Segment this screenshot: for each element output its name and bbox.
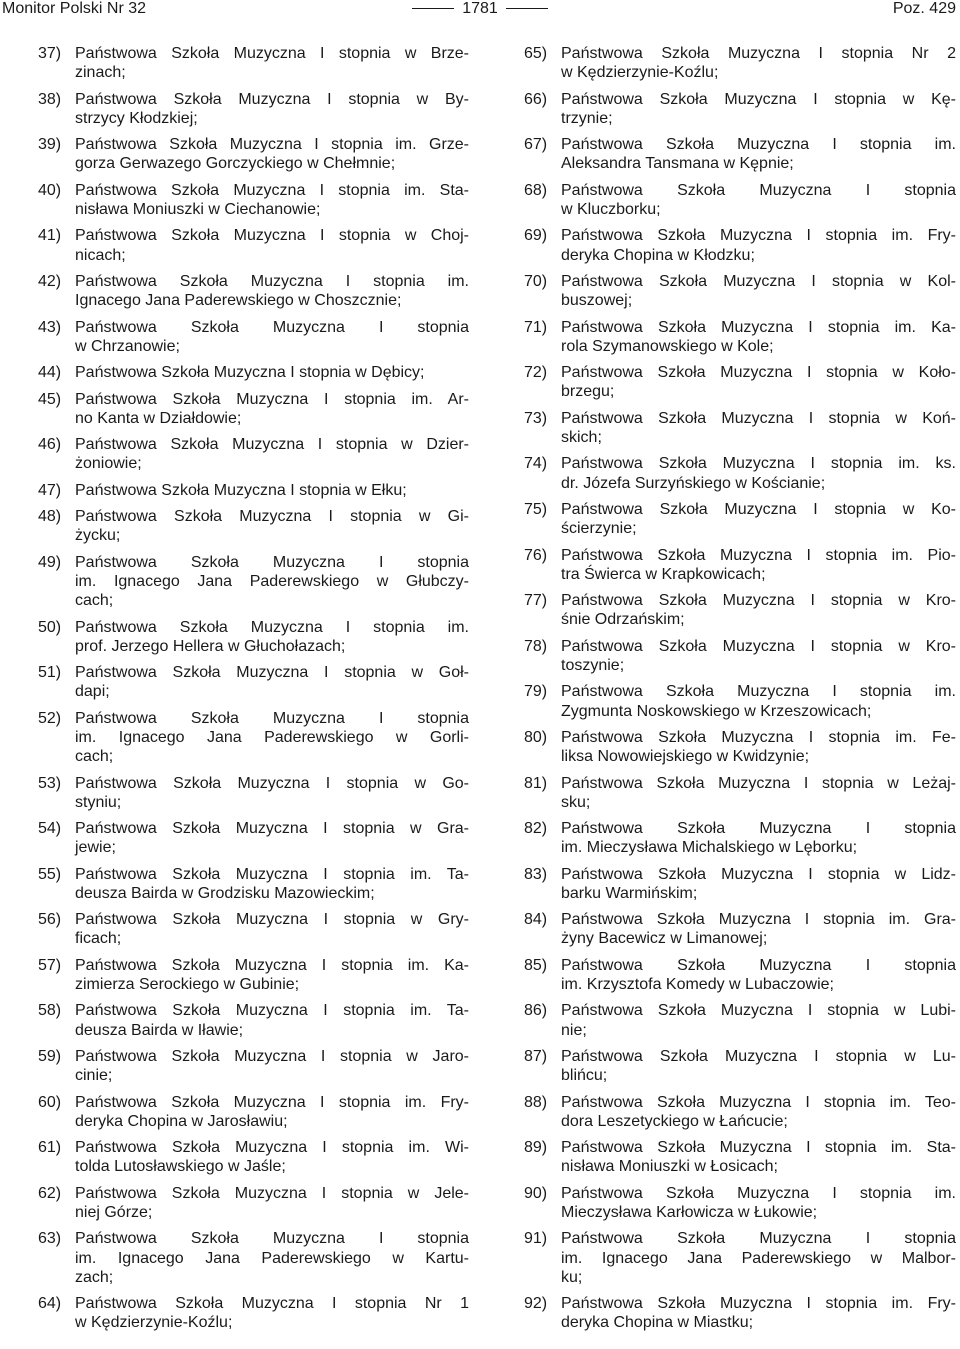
list-item-line: Państwowa Szkoła Muzyczna I stopnia im.	[561, 136, 956, 154]
list-item-line: Państwowa Szkoła Muzyczna I stopnia w Gra-	[75, 820, 469, 838]
list-item-text	[561, 1294, 956, 1332]
list-item	[524, 728, 956, 766]
list-item-text	[561, 1138, 956, 1176]
list-item-line: Państwowa Szkoła Muzyczna I stopnia w Go-	[75, 774, 469, 792]
list-item	[38, 272, 469, 310]
list-item-line: Państwowa Szkoła Muzyczna I stopnia w Jaro-	[75, 1048, 469, 1066]
list-item-line: Państwowa Szkoła Muzyczna I stopnia im. Fry-	[561, 1295, 956, 1313]
list-item-number: 62)	[38, 1184, 62, 1202]
list-item-number: 37)	[38, 45, 62, 62]
list-item-number: 63)	[38, 1230, 62, 1248]
list-item-line: rola Szymanowskiego w Kole;	[561, 337, 774, 355]
list-item-text	[75, 135, 469, 173]
list-item	[524, 1001, 956, 1039]
list-item-line: żoniowie;	[75, 455, 142, 473]
list-item-line: deryka Chopina w Miastku;	[561, 1314, 754, 1332]
list-item-line: no Kanta w Działdowie;	[75, 409, 242, 427]
list-item	[524, 272, 956, 310]
list-item-line: zimierza Serockiego w Gubinie;	[75, 976, 300, 994]
list-item	[524, 409, 956, 447]
list-item-number: 68)	[524, 181, 548, 199]
list-item-text	[75, 709, 469, 767]
list-item	[38, 44, 469, 82]
list-item-line: dr. Józefa Surzyńskiego w Kościanie;	[561, 474, 826, 492]
list-item-number: 76)	[524, 546, 548, 564]
list-item-number: 91)	[524, 1230, 548, 1248]
list-item-line: Państwowa Szkoła Muzyczna I stopnia im.	[75, 618, 469, 636]
list-item-text	[75, 507, 469, 545]
list-item	[38, 318, 469, 356]
list-item-line: Państwowa Szkoła Muzyczna I stopnia w Kro-	[561, 592, 956, 610]
list-item	[38, 1001, 469, 1039]
list-item-text	[75, 435, 469, 473]
page-number-block	[0, 0, 960, 18]
list-item-line: styniu;	[75, 793, 122, 811]
list-item-line: Zygmunta Noskowskiego w Krzeszowicach;	[561, 702, 872, 720]
list-item-line: Państwowa Szkoła Muzyczna I stopnia im. ks.	[561, 455, 956, 473]
list-item-number: 69)	[524, 227, 548, 245]
list-item	[524, 819, 956, 857]
list-item	[524, 226, 956, 264]
list-item-line: nie;	[561, 1021, 587, 1039]
list-item-line: blińcu;	[561, 1067, 608, 1085]
list-item	[524, 591, 956, 629]
list-item-number: 65)	[524, 45, 548, 62]
list-item-number: 42)	[38, 272, 62, 290]
list-item-line: śnie Odrzańskim;	[561, 611, 685, 629]
list-item-text	[561, 1184, 956, 1222]
list-item-number: 43)	[38, 318, 62, 336]
list-item	[38, 663, 469, 701]
list-item-line: tra Świerca w Krapkowicach;	[561, 565, 766, 583]
list-item-line: Państwowa Szkoła Muzyczna I stopnia im. Ar-	[75, 390, 469, 408]
list-item-line: liksa Nowowiejskiego w Kwidzynie;	[561, 748, 810, 766]
list-item	[524, 682, 956, 720]
list-item-line: Państwowa Szkoła Muzyczna I stopnia im. Pio-	[561, 546, 956, 564]
list-item-number: 64)	[38, 1295, 62, 1313]
list-item-line: w Kluczborku;	[561, 200, 661, 218]
list-item-text	[75, 910, 469, 948]
list-item-line: ku;	[561, 1268, 583, 1286]
list-item-text	[561, 272, 956, 310]
list-item-line: Państwowa Szkoła Muzyczna I stopnia im. Sta-	[75, 181, 469, 199]
list-item-text	[75, 663, 469, 701]
list-item-line: Państwowa Szkoła Muzyczna I stopnia w Choj-	[75, 227, 469, 245]
list-item-line: nisława Moniuszki w Ciechanowie;	[75, 200, 321, 218]
list-item-line: nisława Moniuszki w Łosicach;	[561, 1158, 778, 1176]
list-item-text	[561, 546, 956, 584]
list-item-line: Państwowa Szkoła Muzyczna I stopnia w Ko-	[561, 500, 956, 518]
list-item-number: 52)	[38, 709, 62, 727]
page-header	[0, 0, 960, 20]
list-item-text	[561, 90, 956, 128]
list-item-line: Mieczysława Karłowicza w Łukowie;	[561, 1204, 818, 1222]
list-item	[524, 1294, 956, 1332]
list-item	[38, 481, 469, 500]
page-number: 1781	[462, 0, 498, 17]
list-item-line: zach;	[75, 1268, 114, 1286]
list-item	[38, 1093, 469, 1131]
list-item-number: 89)	[524, 1139, 548, 1157]
list-item-line: Państwowa Szkoła Muzyczna I stopnia w Ełku;	[75, 481, 407, 499]
list-item-number: 84)	[524, 911, 548, 929]
list-item-line: Państwowa Szkoła Muzyczna I stopnia im. Fry-	[561, 227, 956, 245]
list-item-number: 83)	[524, 865, 548, 883]
list-item-number: 90)	[524, 1184, 548, 1202]
list-item-text	[561, 1093, 956, 1131]
list-item-line: cach;	[75, 592, 114, 610]
list-item-line: Aleksandra Tansmana w Kępnie;	[561, 155, 794, 173]
list-item-text	[75, 1001, 469, 1039]
list-item-text	[75, 819, 469, 857]
list-item	[524, 454, 956, 492]
list-item-line: Ignacego Jana Paderewskiego w Choszcznie;	[75, 292, 402, 310]
list-item	[38, 181, 469, 219]
list-item-number: 50)	[38, 618, 62, 636]
list-item-line: Państwowa Szkoła Muzyczna I stopnia	[75, 318, 469, 336]
list-item-line: Państwowa Szkoła Muzyczna I stopnia w Gry-	[75, 911, 469, 929]
list-item-text	[561, 637, 956, 675]
list-item	[38, 1047, 469, 1085]
list-item	[38, 910, 469, 948]
list-item-number: 73)	[524, 409, 548, 427]
list-item-text	[75, 481, 469, 500]
list-item	[524, 1047, 956, 1085]
list-item-number: 39)	[38, 136, 62, 154]
list-item-text	[561, 135, 956, 173]
list-item-line: życku;	[75, 527, 121, 545]
list-item	[38, 865, 469, 903]
list-item-line: brzegu;	[561, 383, 615, 401]
list-item-line: Państwowa Szkoła Muzyczna I stopnia w Gi-	[75, 508, 469, 526]
list-item-line: Państwowa Szkoła Muzyczna I stopnia im. Ta-	[75, 1002, 469, 1020]
list-item-number: 81)	[524, 774, 548, 792]
dash-left	[412, 8, 454, 9]
list-item	[524, 546, 956, 584]
list-item-line: Państwowa Szkoła Muzyczna I stopnia w Kol-	[561, 272, 956, 290]
list-item-line: Państwowa Szkoła Muzyczna I stopnia Nr 2	[561, 45, 956, 62]
list-item-line: tolda Lutosławskiego w Jaśle;	[75, 1158, 286, 1176]
list-item-text	[75, 774, 469, 812]
list-item-line: Państwowa Szkoła Muzyczna I stopnia w Dębicy;	[75, 364, 425, 382]
list-item-text	[75, 272, 469, 310]
list-item-text	[75, 618, 469, 656]
list-item-number: 44)	[38, 364, 62, 382]
list-item-line: deryka Chopina w Kłodzku;	[561, 246, 755, 264]
list-item	[38, 1294, 469, 1332]
list-item-line: Państwowa Szkoła Muzyczna I stopnia w Koło-	[561, 364, 956, 382]
list-item-line: Państwowa Szkoła Muzyczna I stopnia w Kro-	[561, 637, 956, 655]
list-item-line: deusza Bairda w Iławie;	[75, 1021, 244, 1039]
list-item-number: 60)	[38, 1093, 62, 1111]
list-item-line: Państwowa Szkoła Muzyczna I stopnia w Kę-	[561, 90, 956, 108]
list-item-line: żyny Bacewicz w Limanowej;	[561, 930, 768, 948]
list-item-line: sku;	[561, 793, 591, 811]
list-item-number: 40)	[38, 181, 62, 199]
list-item-line: trzynie;	[561, 109, 613, 127]
list-item-text	[75, 956, 469, 994]
list-item-text	[561, 1047, 956, 1085]
list-item-line: deusza Bairda w Grodzisku Mazowieckim;	[75, 884, 375, 902]
list-item-line: Państwowa Szkoła Muzyczna I stopnia	[75, 709, 469, 727]
list-item-text	[561, 318, 956, 356]
list-item-line: im. Ignacego Jana Paderewskiego w Głubczy-	[75, 572, 469, 590]
list-item-text	[75, 1294, 469, 1332]
list-item-number: 87)	[524, 1048, 548, 1066]
list-item-text	[561, 1229, 956, 1287]
list-item-text	[75, 553, 469, 611]
list-item-line: Państwowa Szkoła Muzyczna I stopnia w Lubi-	[561, 1002, 956, 1020]
list-item-line: barku Warmińskim;	[561, 884, 698, 902]
left-column	[38, 44, 469, 1340]
list-item-number: 47)	[38, 481, 62, 499]
list-item-text	[561, 454, 956, 492]
list-item	[38, 774, 469, 812]
list-item-number: 66)	[524, 90, 548, 108]
list-item	[38, 226, 469, 264]
list-item	[524, 135, 956, 173]
list-item-line: buszowej;	[561, 292, 633, 310]
list-item-text	[75, 90, 469, 128]
list-item	[38, 618, 469, 656]
list-item-line: Państwowa Szkoła Muzyczna I stopnia w Dzier-	[75, 436, 469, 454]
list-item-line: Państwowa Szkoła Muzyczna I stopnia im.	[75, 272, 469, 290]
list-item-line: gorza Gerwazego Gorczyckiego w Chełmnie;	[75, 155, 396, 173]
list-item-number: 75)	[524, 500, 548, 518]
publication-title: Monitor Polski Nr 32	[2, 0, 147, 17]
list-item-line: Państwowa Szkoła Muzyczna I stopnia im. Ka-	[561, 318, 956, 336]
list-item	[524, 318, 956, 356]
list-item-number: 79)	[524, 683, 548, 701]
list-item-line: Państwowa Szkoła Muzyczna I stopnia	[561, 1230, 956, 1248]
list-item	[524, 44, 956, 82]
list-item-line: nicach;	[75, 246, 126, 264]
list-item-line: Państwowa Szkoła Muzyczna I stopnia w Lidz-	[561, 865, 956, 883]
list-item-number: 45)	[38, 390, 62, 408]
list-item-line: Państwowa Szkoła Muzyczna I stopnia im. Grze-	[75, 136, 469, 154]
list-item-text	[561, 682, 956, 720]
list-item-line: Państwowa Szkoła Muzyczna I stopnia w By-	[75, 90, 469, 108]
list-item	[524, 500, 956, 538]
list-item	[524, 1093, 956, 1131]
right-column	[524, 44, 956, 1340]
list-item-line: Państwowa Szkoła Muzyczna I stopnia	[75, 1230, 469, 1248]
list-item-number: 67)	[524, 136, 548, 154]
list-item	[524, 1184, 956, 1222]
list-item-text	[75, 865, 469, 903]
list-item	[524, 910, 956, 948]
list-item	[38, 956, 469, 994]
list-item-text	[561, 865, 956, 903]
list-item	[38, 135, 469, 173]
list-item-line: Państwowa Szkoła Muzyczna I stopnia im. Ka-	[75, 956, 469, 974]
list-item-text	[561, 363, 956, 401]
list-item	[38, 363, 469, 382]
list-item	[524, 865, 956, 903]
list-item-number: 58)	[38, 1002, 62, 1020]
list-item-text	[561, 728, 956, 766]
list-item-line: prof. Jerzego Hellera w Głuchołazach;	[75, 637, 346, 655]
list-item	[524, 90, 956, 128]
list-item-number: 86)	[524, 1002, 548, 1020]
list-item-number: 57)	[38, 956, 62, 974]
list-item-line: Państwowa Szkoła Muzyczna I stopnia w Lu-	[561, 1048, 956, 1066]
list-item-text	[75, 390, 469, 428]
list-item-line: Państwowa Szkoła Muzyczna I stopnia Nr 1	[75, 1295, 469, 1313]
list-item-line: zinach;	[75, 64, 126, 82]
list-item-line: ficach;	[75, 930, 122, 948]
list-item-line: Państwowa Szkoła Muzyczna I stopnia w Leżaj-	[561, 774, 956, 792]
list-item-line: jewie;	[75, 839, 116, 857]
list-item-number: 82)	[524, 820, 548, 838]
list-item-number: 59)	[38, 1048, 62, 1066]
list-item	[524, 1138, 956, 1176]
list-item	[38, 1184, 469, 1222]
list-item-line: Państwowa Szkoła Muzyczna I stopnia im. Fry-	[75, 1093, 469, 1111]
list-item-text	[75, 1047, 469, 1085]
list-item-line: im. Ignacego Jana Paderewskiego w Malbor-	[561, 1249, 956, 1267]
list-item-text	[75, 1229, 469, 1287]
list-item-number: 80)	[524, 728, 548, 746]
list-item-number: 71)	[524, 318, 548, 336]
list-item-line: cinie;	[75, 1067, 113, 1085]
list-item-text	[561, 409, 956, 447]
list-item	[38, 819, 469, 857]
list-item	[38, 1229, 469, 1287]
list-item-line: im. Ignacego Jana Paderewskiego w Kartu-	[75, 1249, 469, 1267]
list-item-number: 61)	[38, 1139, 62, 1157]
dash-right	[506, 8, 548, 9]
list-item-line: Państwowa Szkoła Muzyczna I stopnia w Brze-	[75, 45, 469, 62]
list-item-line: w Kędzierzynie-Koźlu;	[561, 64, 719, 82]
list-item	[524, 637, 956, 675]
list-item-text	[561, 956, 956, 994]
list-item	[38, 390, 469, 428]
list-item-line: Państwowa Szkoła Muzyczna I stopnia im. Gra-	[561, 911, 956, 929]
list-item-text	[561, 500, 956, 538]
list-item-line: strzycy Kłodzkiej;	[75, 109, 198, 127]
list-item	[38, 553, 469, 611]
list-item-text	[75, 363, 469, 382]
list-item-number: 51)	[38, 664, 62, 682]
list-item-text	[75, 1184, 469, 1222]
list-item-line: w Kędzierzynie-Koźlu;	[75, 1314, 233, 1332]
list-item-line: Państwowa Szkoła Muzyczna I stopnia	[561, 181, 956, 199]
list-item-text	[75, 226, 469, 264]
list-item-line: Państwowa Szkoła Muzyczna I stopnia	[75, 553, 469, 571]
list-item-text	[561, 910, 956, 948]
list-item	[38, 507, 469, 545]
list-item	[38, 435, 469, 473]
list-item-text	[561, 226, 956, 264]
list-item-line: Państwowa Szkoła Muzyczna I stopnia im. Ta-	[75, 865, 469, 883]
list-item-number: 77)	[524, 592, 548, 610]
list-item-text	[561, 44, 956, 82]
list-item	[524, 956, 956, 994]
list-item-number: 55)	[38, 865, 62, 883]
list-item-line: Państwowa Szkoła Muzyczna I stopnia im. Sta-	[561, 1139, 956, 1157]
list-item-number: 49)	[38, 553, 62, 571]
list-item-line: deryka Chopina w Jarosławiu;	[75, 1112, 288, 1130]
list-item-number: 88)	[524, 1093, 548, 1111]
list-item-number: 70)	[524, 272, 548, 290]
list-item-number: 48)	[38, 508, 62, 526]
list-item-text	[75, 181, 469, 219]
list-item-line: skich;	[561, 428, 602, 446]
list-item-text	[561, 1001, 956, 1039]
list-item-text	[75, 44, 469, 82]
list-item-line: niej Górze;	[75, 1204, 153, 1222]
list-item-number: 92)	[524, 1295, 548, 1313]
list-item-line: ścierzynie;	[561, 520, 637, 538]
list-item	[38, 709, 469, 767]
list-item	[524, 774, 956, 812]
list-item-number: 56)	[38, 911, 62, 929]
list-item-text	[561, 774, 956, 812]
list-item	[524, 363, 956, 401]
list-item-number: 53)	[38, 774, 62, 792]
list-item-text	[75, 1093, 469, 1131]
list-item-number: 78)	[524, 637, 548, 655]
list-item-line: Państwowa Szkoła Muzyczna I stopnia	[561, 820, 956, 838]
list-item-number: 72)	[524, 364, 548, 382]
list-item-text	[561, 819, 956, 857]
list-item-line: dora Leszetyckiego w Łańcucie;	[561, 1112, 788, 1130]
list-item-line: im. Mieczysława Michalskiego w Lęborku;	[561, 839, 858, 857]
list-item-number: 74)	[524, 455, 548, 473]
list-item	[524, 1229, 956, 1287]
list-item-line: im. Ignacego Jana Paderewskiego w Gorli-	[75, 728, 469, 746]
list-item-line: Państwowa Szkoła Muzyczna I stopnia im. Teo-	[561, 1093, 956, 1111]
list-item-number: 38)	[38, 90, 62, 108]
list-item-text	[561, 591, 956, 629]
list-item-number: 41)	[38, 227, 62, 245]
list-item-line: cach;	[75, 748, 114, 766]
list-item-line: Państwowa Szkoła Muzyczna I stopnia im.	[561, 683, 956, 701]
list-item-text	[75, 318, 469, 356]
list-item	[38, 1138, 469, 1176]
list-item-line: Państwowa Szkoła Muzyczna I stopnia w Koń-	[561, 409, 956, 427]
list-item	[524, 181, 956, 219]
list-item-line: im. Krzysztofa Komedy w Lubaczowie;	[561, 976, 834, 994]
list-item-line: Państwowa Szkoła Muzyczna I stopnia	[561, 956, 956, 974]
list-item-line: Państwowa Szkoła Muzyczna I stopnia w Goł-	[75, 664, 469, 682]
list-item-number: 54)	[38, 820, 62, 838]
list-item-line: Państwowa Szkoła Muzyczna I stopnia w Jele-	[75, 1184, 469, 1202]
list-item-line: w Chrzanowie;	[75, 337, 180, 355]
list-item-text	[561, 181, 956, 219]
list-item-text	[75, 1138, 469, 1176]
list-item-line: dapi;	[75, 683, 110, 701]
list-item-line: Państwowa Szkoła Muzyczna I stopnia im. Wi-	[75, 1139, 469, 1157]
position-label: Poz. 429	[892, 0, 956, 17]
list-item-line: toszynie;	[561, 656, 625, 674]
list-item-line: Państwowa Szkoła Muzyczna I stopnia im.	[561, 1184, 956, 1202]
list-item-number: 46)	[38, 436, 62, 454]
list-item-number: 85)	[524, 956, 548, 974]
list-item-line: Państwowa Szkoła Muzyczna I stopnia im. Fe-	[561, 728, 956, 746]
list-item	[38, 90, 469, 128]
